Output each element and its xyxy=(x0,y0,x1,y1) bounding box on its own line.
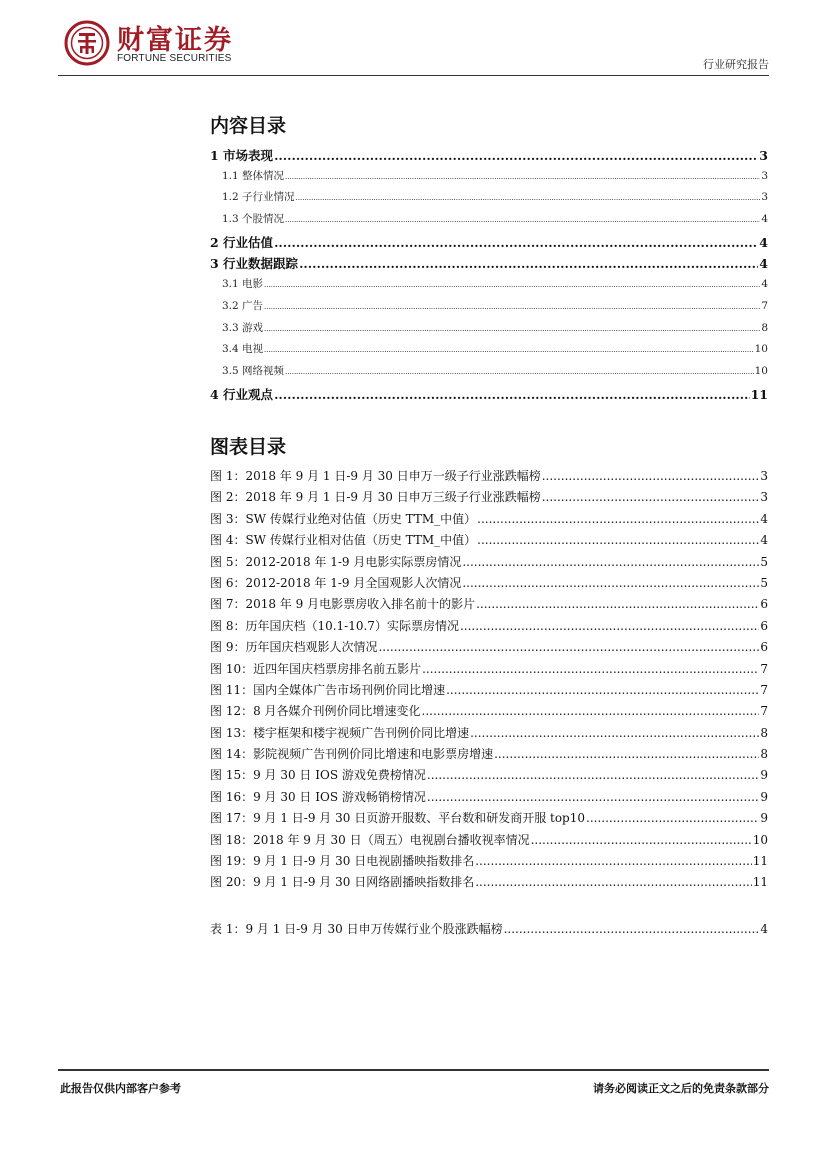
contents-entry[interactable] xyxy=(210,298,768,320)
contents-list xyxy=(210,146,768,406)
figure-entry[interactable] xyxy=(210,574,768,595)
contents-entry[interactable] xyxy=(210,233,768,255)
dot-leader xyxy=(462,555,759,569)
dot-leader xyxy=(542,469,760,483)
figure-entry[interactable] xyxy=(210,553,768,574)
figure-entry-page: 3 xyxy=(760,490,768,505)
figure-entry[interactable] xyxy=(210,873,768,894)
footer-disclaimer-left: 此报告仅供内部客户参考 xyxy=(60,1082,181,1095)
figure-entry-page: 8 xyxy=(760,725,768,740)
figure-entry-page: 9 xyxy=(760,768,768,783)
table-entry-label: 表 1：9 月 1 日-9 月 30 日申万传媒行业个股涨跌幅榜 xyxy=(210,922,503,936)
figure-entry[interactable] xyxy=(210,809,768,830)
contents-entry-page: 10 xyxy=(754,364,768,377)
fortune-securities-logo-icon xyxy=(64,20,110,66)
dot-leader xyxy=(470,726,759,740)
contents-entry-page: 3 xyxy=(761,191,768,204)
dot-leader xyxy=(460,619,759,633)
figure-entry-label: 图 14：影院视频广告刊例价同比增速和电影票房增速 xyxy=(210,747,494,762)
figure-entry-label: 图 2：2018 年 9 月 1 日-9 月 30 日申万三级子行业涨跌幅榜 xyxy=(210,490,541,505)
figure-entry[interactable] xyxy=(210,724,768,745)
figure-entry[interactable] xyxy=(210,831,768,852)
figure-entry[interactable] xyxy=(210,617,768,638)
dot-leader xyxy=(422,662,759,676)
figures-title: 图表目录 xyxy=(210,436,287,458)
dot-leader xyxy=(285,170,760,182)
report-type-label: 行业研究报告 xyxy=(703,58,769,71)
dot-leader xyxy=(477,533,759,547)
dot-leader xyxy=(427,768,759,782)
contents-entry-label: 3.1 电影 xyxy=(222,278,264,291)
figure-entry-page: 7 xyxy=(760,661,768,676)
dot-leader xyxy=(274,148,758,163)
figure-entry-label: 图 20：9 月 1 日-9 月 30 日网络剧播映指数排名 xyxy=(210,875,475,890)
figure-entry[interactable] xyxy=(210,510,768,531)
dot-leader xyxy=(296,191,761,203)
figure-entry-page: 6 xyxy=(760,597,768,612)
figure-entry-label: 图 9：历年国庆档观影人次情况 xyxy=(210,640,378,655)
contents-entry-page: 8 xyxy=(761,321,768,334)
figure-entry[interactable] xyxy=(210,467,768,488)
figure-entry-label: 图 1：2018 年 9 月 1 日-9 月 30 日申万一级子行业涨跌幅榜 xyxy=(210,469,541,483)
figure-entry-label: 图 15：9 月 30 日 IOS 游戏免费榜情况 xyxy=(210,768,426,783)
figure-entry-page: 9 xyxy=(760,789,768,804)
dot-leader xyxy=(475,854,752,868)
figure-entry-page: 6 xyxy=(760,640,768,655)
contents-entry[interactable] xyxy=(210,363,768,385)
contents-entry[interactable] xyxy=(210,146,768,168)
figure-entry[interactable] xyxy=(210,595,768,616)
contents-entry-page: 4 xyxy=(759,234,768,250)
figure-entry-label: 图 11：国内全媒体广告市场刊例价同比增速 xyxy=(210,682,446,697)
figure-entry[interactable] xyxy=(210,766,768,787)
contents-entry-label: 3.2 广告 xyxy=(222,299,264,312)
page-header xyxy=(0,0,827,78)
dot-leader xyxy=(586,811,759,825)
dot-leader xyxy=(476,597,759,611)
figure-entry-page: 5 xyxy=(760,575,768,590)
contents-entry[interactable] xyxy=(210,168,768,190)
figure-entry[interactable] xyxy=(210,488,768,509)
figure-entry-page: 11 xyxy=(752,875,768,890)
contents-entry-label: 3 行业数据跟踪 xyxy=(210,256,299,272)
dot-leader xyxy=(475,875,752,889)
dot-leader xyxy=(285,365,754,377)
figure-entry-label: 图 7：2018 年 9 月电影票房收入排名前十的影片 xyxy=(210,597,476,612)
figure-entry[interactable] xyxy=(210,745,768,766)
contents-entry-label: 2 行业估值 xyxy=(210,234,274,250)
logo-chinese-name: 财富证券 xyxy=(117,25,233,56)
figure-entry[interactable] xyxy=(210,681,768,702)
figure-entry-label: 图 12：8 月各媒介刊例价同比增速变化 xyxy=(210,704,421,719)
contents-entry-page: 4 xyxy=(761,213,768,226)
figures-list xyxy=(210,467,768,895)
figure-entry-page: 7 xyxy=(760,682,768,697)
figure-entry-label: 图 5：2012-2018 年 1-9 月电影实际票房情况 xyxy=(210,554,462,569)
figure-entry-label: 图 16：9 月 30 日 IOS 游戏畅销榜情况 xyxy=(210,789,426,804)
tables-list xyxy=(210,920,768,941)
table-entry[interactable] xyxy=(210,920,768,941)
figure-entry-label: 图 4：SW 传媒行业相对估值（历史 TTM_中值） xyxy=(210,533,477,548)
figure-entry[interactable] xyxy=(210,638,768,659)
contents-entry[interactable] xyxy=(210,276,768,298)
dot-leader xyxy=(264,278,760,290)
contents-entry-label: 1 市场表现 xyxy=(210,148,274,163)
contents-entry[interactable] xyxy=(210,254,768,276)
contents-title: 内容目录 xyxy=(210,115,287,137)
figure-entry-page: 6 xyxy=(760,618,768,633)
contents-entry-label: 3.4 电视 xyxy=(222,343,264,356)
figure-entry[interactable] xyxy=(210,788,768,809)
figure-entry-page: 4 xyxy=(760,533,768,548)
dot-leader xyxy=(274,235,758,250)
dot-leader xyxy=(264,300,760,312)
contents-entry-page: 4 xyxy=(759,256,768,272)
contents-entry[interactable] xyxy=(210,211,768,233)
footer-disclaimer-right: 请务必阅读正文之后的免责条款部分 xyxy=(593,1082,769,1095)
figure-entry-page: 3 xyxy=(760,469,768,483)
contents-entry[interactable] xyxy=(210,341,768,363)
figure-entry-page: 10 xyxy=(752,832,768,847)
figure-entry-page: 11 xyxy=(752,854,768,869)
dot-leader xyxy=(299,256,758,271)
dot-leader xyxy=(427,790,759,804)
contents-entry[interactable] xyxy=(210,189,768,211)
contents-entry-page: 10 xyxy=(754,343,768,356)
figure-entry-label: 图 10：近四年国庆档票房排名前五影片 xyxy=(210,661,422,676)
contents-entry-page: 4 xyxy=(761,278,768,291)
contents-entry-label: 1.2 子行业情况 xyxy=(222,191,295,204)
figure-entry-label: 图 19：9 月 1 日-9 月 30 日电视剧播映指数排名 xyxy=(210,854,475,869)
figure-entry-page: 4 xyxy=(760,511,768,526)
contents-entry-page: 11 xyxy=(750,386,768,402)
dot-leader xyxy=(274,387,750,402)
contents-entry[interactable] xyxy=(210,385,768,407)
dot-leader xyxy=(285,213,760,225)
contents-entry-label: 1.3 个股情况 xyxy=(222,213,285,226)
dot-leader xyxy=(477,512,759,526)
figure-entry-label: 图 6：2012-2018 年 1-9 月全国观影人次情况 xyxy=(210,575,462,590)
figure-entry-label: 图 13：楼宇框架和楼宇视频广告刊例价同比增速 xyxy=(210,725,470,740)
contents-entry-label: 1.1 整体情况 xyxy=(222,169,285,182)
contents-entry-page: 3 xyxy=(761,169,768,182)
figure-entry[interactable] xyxy=(210,702,768,723)
figure-entry-label: 图 3：SW 传媒行业绝对估值（历史 TTM_中值） xyxy=(210,511,477,526)
dot-leader xyxy=(462,576,759,590)
dot-leader xyxy=(531,833,752,847)
logo-english-name: FORTUNE SECURITIES xyxy=(117,53,232,64)
figure-entry-page: 9 xyxy=(760,811,768,826)
figure-entry-label: 图 17：9 月 1 日-9 月 30 日页游开服数、平台数和研发商开服 top10 xyxy=(210,811,586,826)
contents-entry[interactable] xyxy=(210,320,768,342)
footer-divider xyxy=(58,1069,769,1071)
figure-entry[interactable] xyxy=(210,660,768,681)
header-divider xyxy=(58,75,769,76)
contents-entry-page: 7 xyxy=(761,299,768,312)
dot-leader xyxy=(422,704,760,718)
dot-leader xyxy=(446,683,759,697)
figure-entry-label: 图 18：2018 年 9 月 30 日（周五）电视剧台播收视率情况 xyxy=(210,832,530,847)
dot-leader xyxy=(504,922,760,936)
figure-entry[interactable] xyxy=(210,531,768,552)
figure-entry-label: 图 8：历年国庆档（10.1-10.7）实际票房情况 xyxy=(210,618,459,633)
contents-entry-page: 3 xyxy=(759,148,768,163)
dot-leader xyxy=(494,747,759,761)
figure-entry-page: 7 xyxy=(760,704,768,719)
figure-entry-page: 8 xyxy=(760,747,768,762)
dot-leader xyxy=(264,343,754,355)
contents-entry-label: 4 行业观点 xyxy=(210,386,274,402)
figure-entry[interactable] xyxy=(210,852,768,873)
contents-entry-label: 3.5 网络视频 xyxy=(222,364,285,377)
contents-entry-label: 3.3 游戏 xyxy=(222,321,264,334)
table-entry-page: 4 xyxy=(760,922,768,936)
figure-entry-page: 5 xyxy=(760,554,768,569)
dot-leader xyxy=(378,640,759,654)
dot-leader xyxy=(542,490,760,504)
dot-leader xyxy=(264,322,760,334)
